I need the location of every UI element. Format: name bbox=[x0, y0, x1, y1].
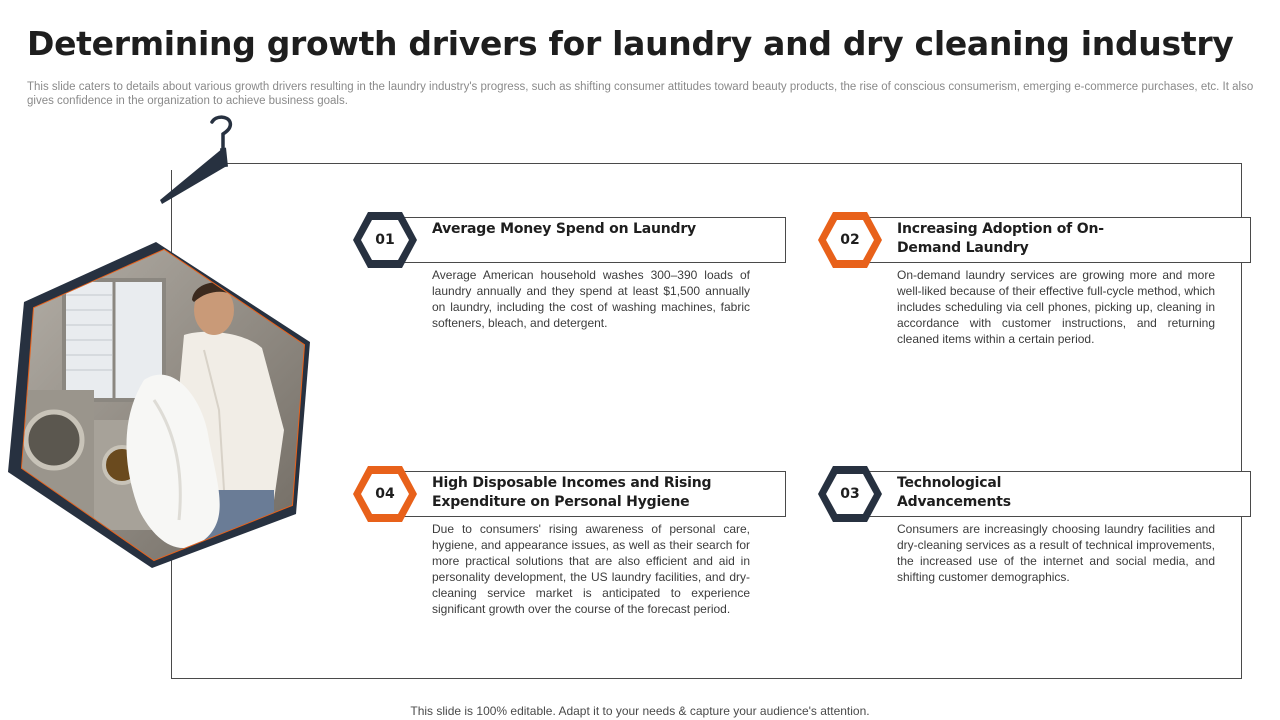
page-subtitle: This slide caters to details about various growth drivers resulting in the laundry industry's progress, such as shifting consumer attitudes toward beauty products, the rise of conscious consumerism, emerging e-commerce purchases, etc. It also gives confidence in the organization to achieve business goals. bbox=[27, 81, 1254, 107]
slide-footer: This slide is 100% editable. Adapt it to your needs & capture your audience's attention. bbox=[410, 704, 870, 718]
driver-heading: High Disposable Incomes and Rising Expenditure on Personal Hygiene bbox=[432, 475, 712, 510]
driver-number: 01 bbox=[375, 232, 395, 248]
driver-number: 03 bbox=[840, 486, 860, 502]
driver-number: 02 bbox=[840, 232, 860, 248]
driver-body: On-demand laundry services are growing more and more well-liked because of their effective full-cycle method, which includes scheduling via cell phones, picking up, cleaning in accordance with customer instructions, and returning cleaned items within a certain period. bbox=[897, 268, 1215, 346]
driver-heading: Increasing Adoption of On-Demand Laundry bbox=[897, 221, 1104, 256]
hanger-icon bbox=[150, 112, 240, 207]
driver-body: Consumers are increasingly choosing laundry facilities and dry-cleaning services as a result of technical improvements, the increased use of the internet and social media, and shifting customer demographics. bbox=[897, 522, 1215, 584]
page-title: Determining growth drivers for laundry and dry cleaning industry bbox=[27, 24, 1234, 63]
driver-body: Average American household washes 300–390 loads of laundry annually and they spend at least $1,500 annually on laundry, including the cost of washing machines, fabric softeners, bleach, and detergent. bbox=[432, 268, 750, 330]
driver-number: 04 bbox=[375, 486, 395, 502]
driver-body: Due to consumers' rising awareness of personal care, hygiene, and appearance issues, as well as their search for more practical solutions that are also efficient and aid in personality development, the US laundry facilities, and dry-cleaning service market is anticipated to experience significant growth over the course of the forecast period. bbox=[432, 522, 750, 616]
laundry-photo bbox=[4, 240, 314, 570]
driver-heading: Average Money Spend on Laundry bbox=[432, 221, 696, 237]
driver-heading: Technological Advancements bbox=[897, 475, 1011, 510]
